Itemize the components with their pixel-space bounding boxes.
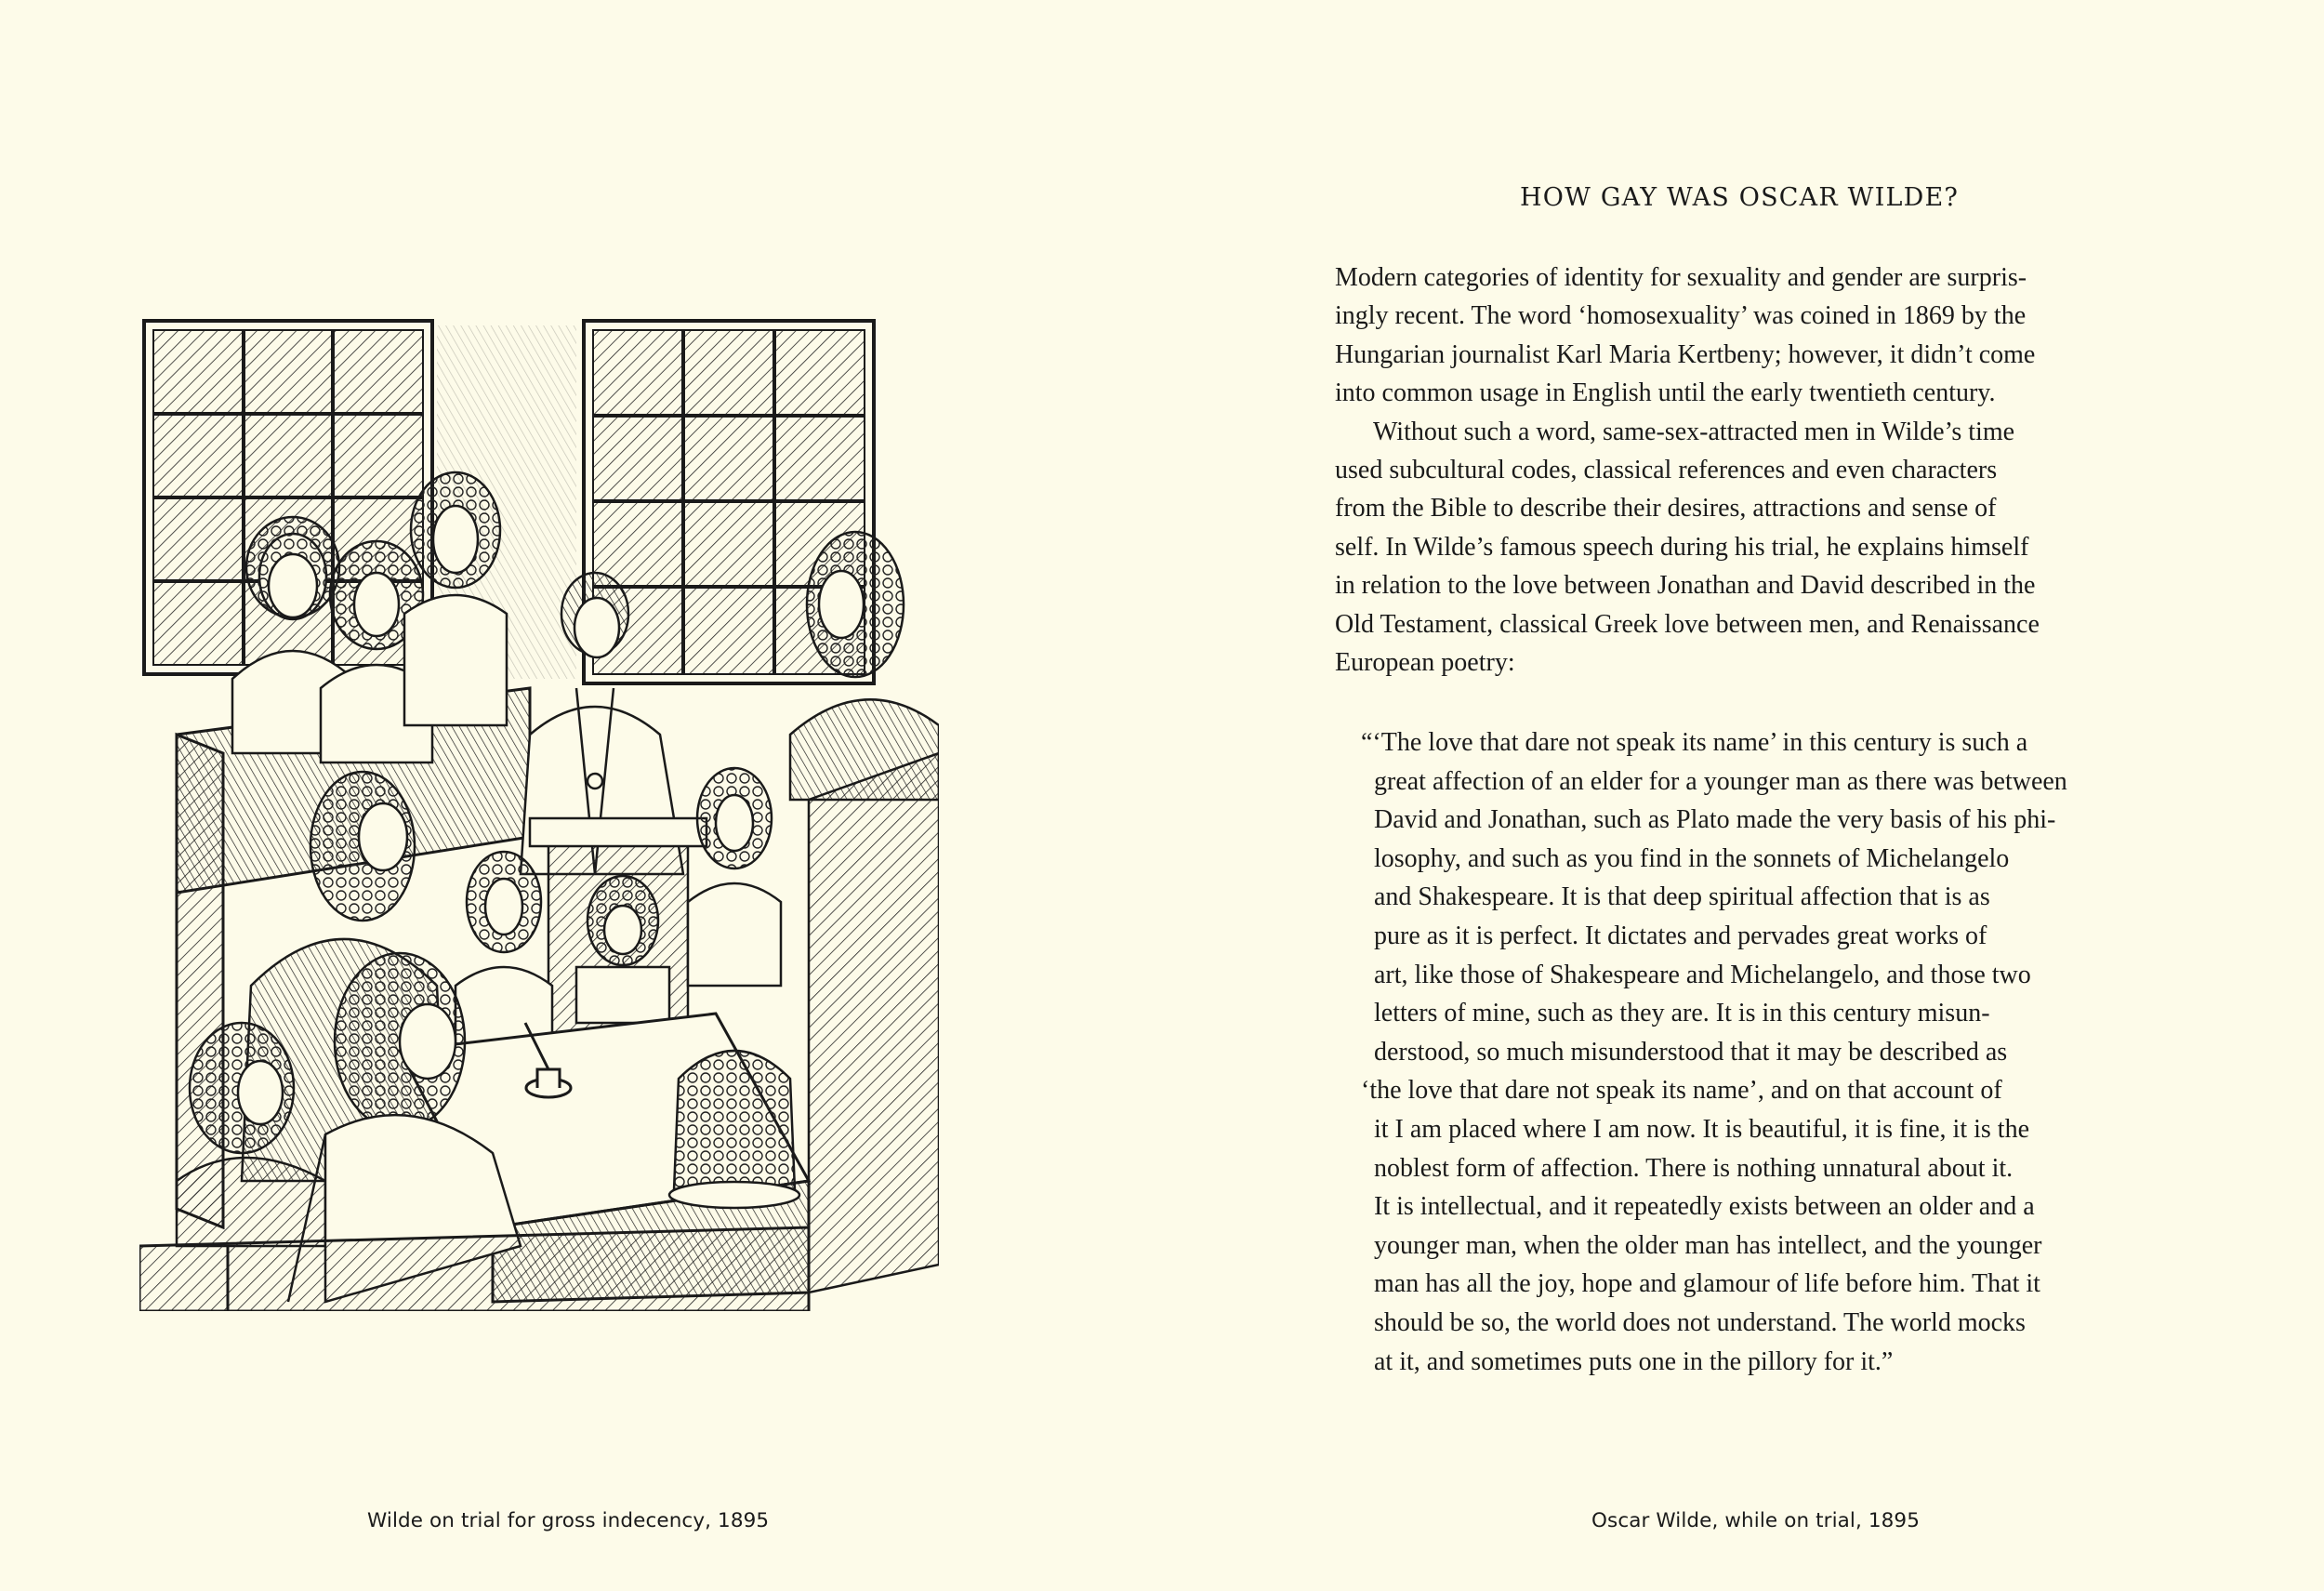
chapter-title: HOW GAY WAS OSCAR WILDE? xyxy=(1520,183,1960,212)
quote-line: great affection of an elder for a younger man as there was between xyxy=(1374,766,2067,796)
wilde-quote xyxy=(1361,723,2192,1381)
quote-line: art, like those of Shakespeare and Michelangelo, and those two xyxy=(1374,960,2031,989)
paragraph2-line: Without such a word, same-sex-attracted men in Wilde’s time xyxy=(1373,417,2015,446)
quote-line: younger man, when the older man has intellect, and the younger xyxy=(1374,1230,2042,1260)
paragraph1-line: Modern categories of identity for sexuality and gender are surpris- xyxy=(1335,263,2027,292)
paragraph2-line: in relation to the love between Jonathan and David described in the xyxy=(1335,571,2036,601)
quote-line: losophy, and such as you find in the sonnets of Michelangelo xyxy=(1374,843,2010,873)
quote-line: man has all the joy, hope and glamour of life before him. That it xyxy=(1374,1269,2040,1299)
page-caption: Oscar Wilde, while on trial, 1895 xyxy=(1591,1509,1920,1532)
paragraph1-line: ingly recent. The word ‘homosexuality’ was coined in 1869 by the xyxy=(1335,301,2027,331)
paragraph1-line: into common usage in English until the early twentieth century. xyxy=(1335,378,1996,408)
wig-back-figure xyxy=(669,1051,799,1208)
quote-line: and Shakespeare. It is that deep spiritual affection that is as xyxy=(1374,882,1990,912)
quote-line: pure as it is perfect. It dictates and pervades great works of xyxy=(1374,921,1987,950)
quote-line: it I am placed where I am now. It is beautiful, it is fine, it is the xyxy=(1374,1114,2029,1144)
quote-line: David and Jonathan, such as Plato made the very basis of his phi- xyxy=(1374,805,2056,835)
quote-line: ‘the love that dare not speak its name’, and on that account of xyxy=(1361,1076,2002,1106)
illustration-caption: Wilde on trial for gross indecency, 1895 xyxy=(367,1509,770,1532)
body-text xyxy=(1335,259,2190,682)
courtroom-illustration xyxy=(139,316,939,1311)
paragraph2-line: European poetry: xyxy=(1335,648,1515,678)
quote-line: should be so, the world does not understand. The world mocks xyxy=(1374,1307,2026,1337)
quote-line: derstood, so much misunderstood that it may be described as xyxy=(1374,1037,2008,1067)
quote-line: “‘The love that dare not speak its name’ in this century is such a xyxy=(1361,728,2028,757)
quote-line: It is intellectual, and it repeatedly exists between an older and a xyxy=(1374,1192,2035,1222)
quote-line: noblest form of affection. There is nothing unnatural about it. xyxy=(1374,1153,2014,1183)
paragraph2-line: used subcultural codes, classical references and even characters xyxy=(1335,456,1998,485)
quote-line: letters of mine, such as they are. It is in this century misun- xyxy=(1374,999,1990,1028)
paragraph1-line: Hungarian journalist Karl Maria Kertbeny; however, it didn’t come xyxy=(1335,339,2036,369)
paragraph2-line: from the Bible to describe their desires, attractions and sense of xyxy=(1335,494,1997,524)
paragraph2-line: self. In Wilde’s famous speech during his trial, he explains himself xyxy=(1335,532,2029,562)
right-page xyxy=(1162,0,2324,1591)
quote-line: at it, and sometimes puts one in the pillory for it.” xyxy=(1374,1346,1894,1376)
paragraph2-line: Old Testament, classical Greek love between men, and Renaissance xyxy=(1335,609,2040,639)
